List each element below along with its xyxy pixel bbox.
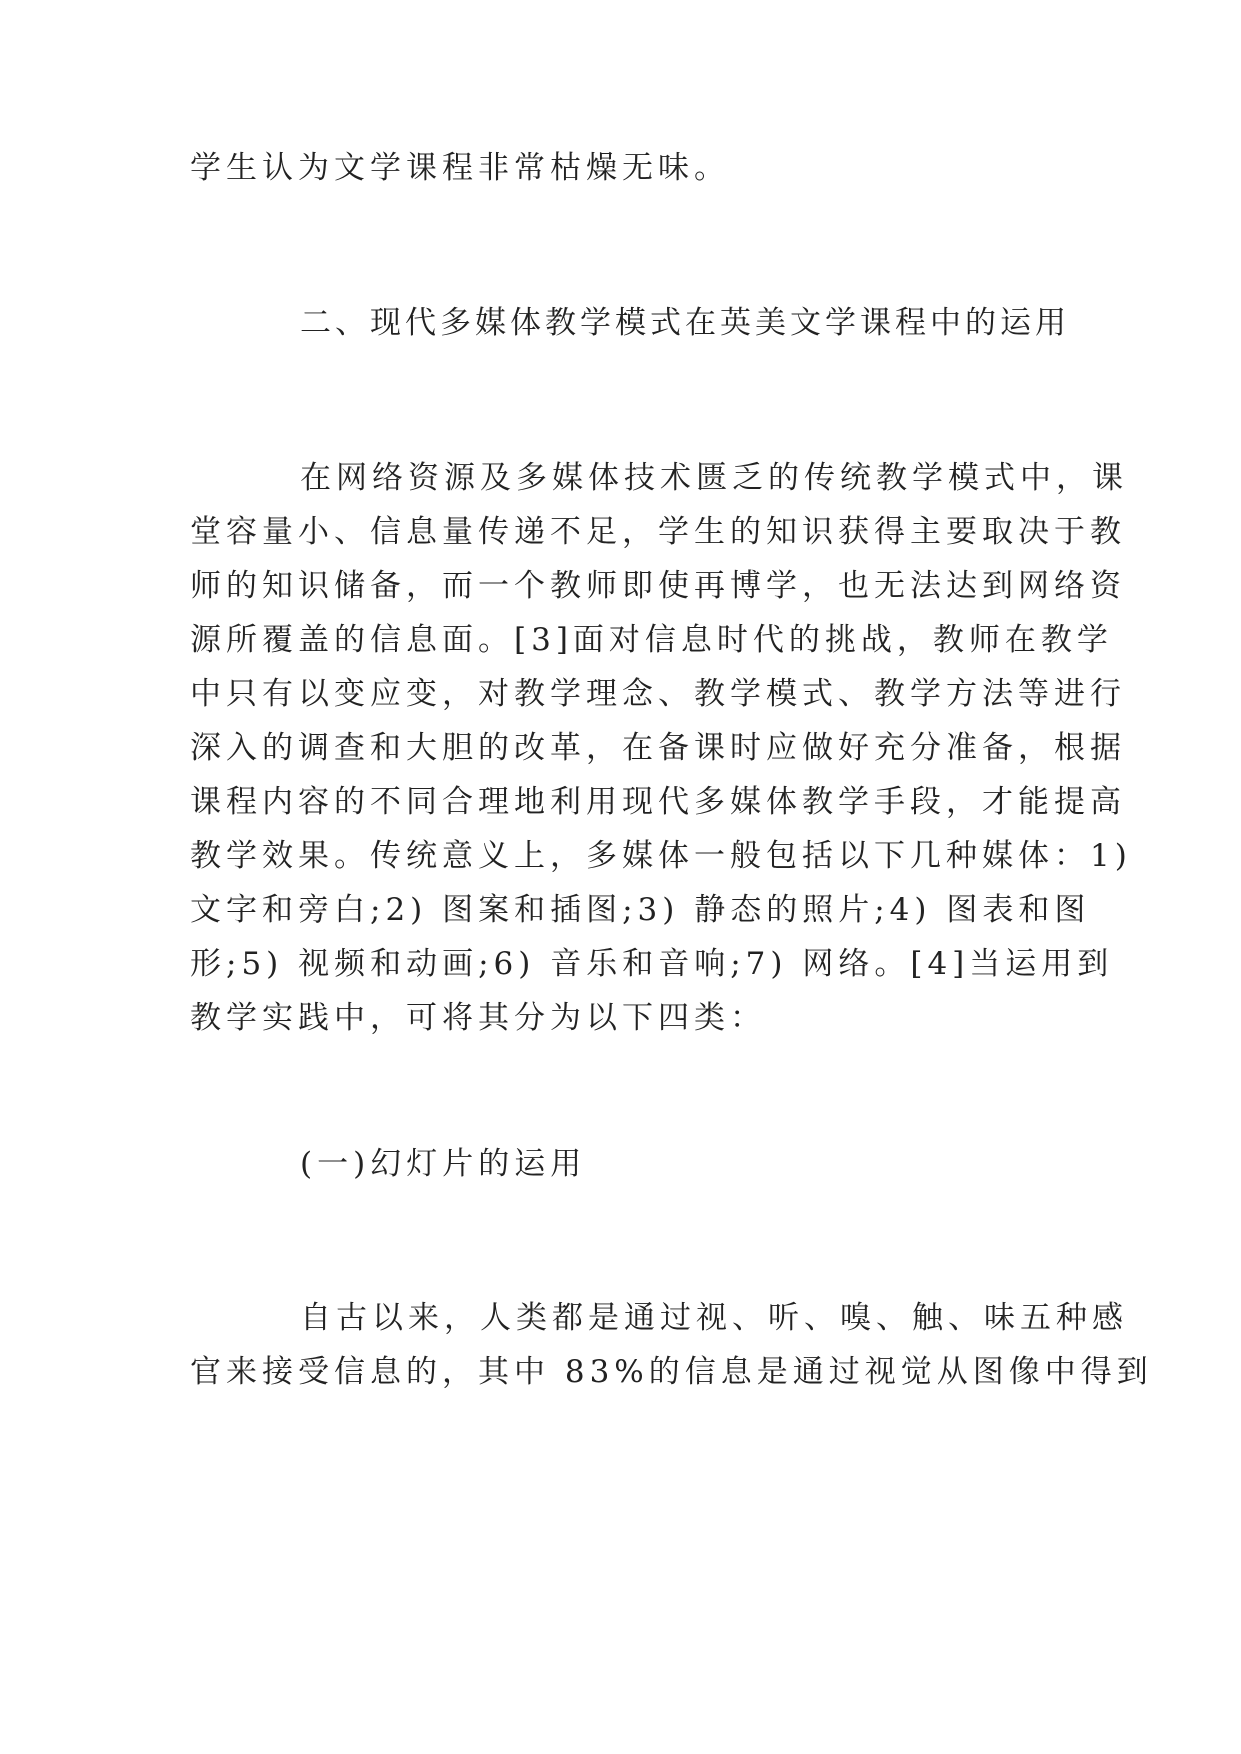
paragraph-line: 文字和旁白;2) 图案和插图;3) 静态的照片;4) 图表和图 [190,892,1091,928]
paragraph-line: 堂容量小、信息量传递不足，学生的知识获得主要取决于教 [190,514,1126,550]
subsection-heading: (一)幻灯片的运用 [300,1146,587,1182]
paragraph-line: 深入的调查和大胆的改革，在备课时应做好充分准备，根据 [190,730,1126,766]
paragraph-line: 在网络资源及多媒体技术匮乏的传统教学模式中，课 [300,460,1128,496]
paragraph-line: 课程内容的不同合理地利用现代多媒体教学手段，才能提高 [190,784,1126,820]
paragraph-line: 源所覆盖的信息面。[3]面对信息时代的挑战，教师在教学 [190,622,1113,658]
paragraph-line: 教学效果。传统意义上，多媒体一般包括以下几种媒体：1) [190,838,1132,874]
paragraph-line: 师的知识储备，而一个教师即使再博学，也无法达到网络资 [190,568,1126,604]
paragraph-line: 形;5) 视频和动画;6) 音乐和音响;7) 网络。[4]当运用到 [190,946,1114,982]
paragraph-line: 自古以来，人类都是通过视、听、嗅、触、味五种感 [300,1300,1128,1336]
paragraph-line: 官来接受信息的，其中 83%的信息是通过视觉从图像中得到 [190,1354,1153,1390]
continuation-text-line: 学生认为文学课程非常枯燥无味。 [190,150,730,186]
section-heading: 二、现代多媒体教学模式在英美文学课程中的运用 [300,305,1070,341]
paragraph-line: 教学实践中，可将其分为以下四类： [190,1000,766,1036]
paragraph-line: 中只有以变应变，对教学理念、教学模式、教学方法等进行 [190,676,1126,712]
